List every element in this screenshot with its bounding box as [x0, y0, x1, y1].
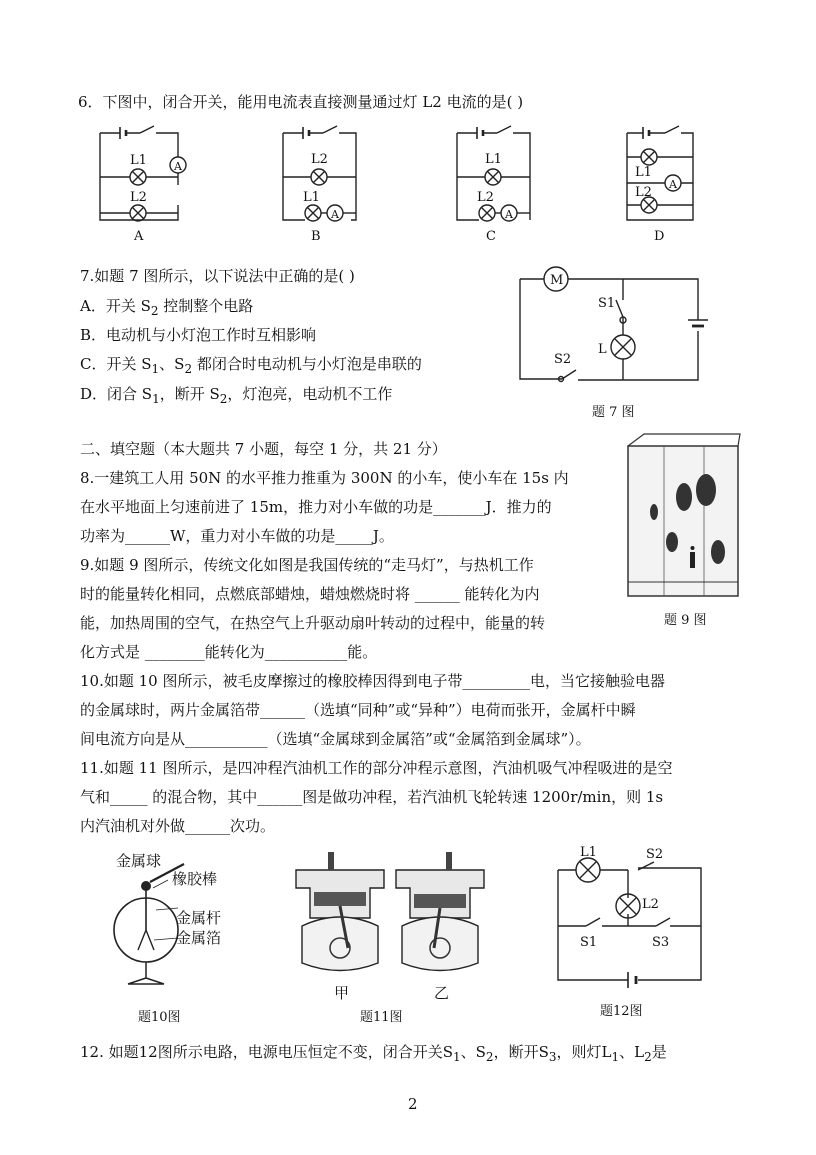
q11-line: 11.如题 11 图所示，是四冲程汽油机工作的部分冲程示意图，汽油机吸气冲程吸进的是空 [80, 759, 673, 777]
q9-line: 9.如题 9 图所示，传统文化如图是我国传统的“走马灯”，与热机工作 [80, 556, 534, 574]
q12-circuit-figure [556, 845, 706, 990]
option-label-c: C [486, 229, 496, 244]
q6-circuit-b [281, 125, 361, 225]
q12-figure-caption: 题12图 [600, 1004, 643, 1019]
q7-stem: 7.如题 7 图所示，以下说法中正确的是( ) [80, 267, 355, 285]
q10-line: 的金属球时，两片金属箔带______（选填“同种”或“异种”）电荷而张开，金属杆中瞬 [80, 701, 636, 719]
ammeter-symbol: A [669, 178, 677, 191]
lamp-label: L1 [130, 153, 147, 168]
q8-line: 8.一建筑工人用 50N 的水平推力推重为 300N 的小车，使小车在 15s 内 [80, 469, 569, 487]
lantern-illustration [624, 432, 744, 602]
q7-circuit-figure [518, 265, 703, 390]
label-rubber-rod: 橡胶棒 [172, 870, 218, 888]
lamp-label: L [598, 342, 607, 357]
q6-circuit-d [625, 125, 705, 225]
lamp-label: L2 [130, 190, 147, 205]
option-label-d: D [654, 229, 665, 244]
lamp-label: L1 [580, 845, 597, 860]
q12-stem: 12. 如题12图所示电路，电源电压恒定不变，闭合开关$S_1$、$S_2$，断开$S_3$，则灯$L_1$、$L_2$是 [80, 1043, 667, 1064]
q11-line: 气和_____ 的混合物，其中______图是做功冲程，若汽油机飞轮转速 1200r/min，则 1s [80, 788, 664, 806]
q10-line: 间电流方向是从___________（选填“金属球到金属箔”或“金属箔到金属球”）。 [80, 730, 591, 748]
label-metal-bar: 金属杆 [176, 909, 222, 927]
q6-stem: 6．下图中，闭合开关，能用电流表直接测量通过灯 L2 电流的是( ) [78, 93, 524, 111]
motor-symbol: M [550, 273, 564, 288]
lamp-label: L1 [635, 165, 652, 180]
lamp-label: L2 [635, 185, 652, 200]
q8-line: 在水平地面上匀速前进了 15m，推力对小车做的功是_______J．推力的 [80, 498, 552, 516]
q11-line: 内汽油机对外做______次功。 [80, 817, 276, 835]
ammeter-symbol: A [331, 208, 339, 221]
switch-label: S2 [554, 352, 572, 367]
lamp-label: L1 [485, 152, 502, 167]
ammeter-symbol: A [174, 160, 182, 173]
q10-line: 10.如题 10 图所示，被毛皮摩擦过的橡胶棒因得到电子带_________电，当它接触验电器 [80, 672, 665, 690]
page-number: 2 [408, 1095, 418, 1113]
q11-figure-caption: 题11图 [360, 1010, 403, 1025]
label-yi: 乙 [434, 984, 450, 1002]
q10-figure-caption: 题10图 [138, 1010, 181, 1025]
q7-figure-caption: 题 7 图 [592, 405, 635, 420]
q9-line: 能，加热周围的空气，在热空气上升驱动扇叶转动的过程中，能量的转 [80, 614, 546, 632]
q7-option-d: D．闭合 $S_1$，断开 $S_2$，灯泡亮，电动机不工作 [80, 385, 393, 406]
lamp-label: L2 [477, 190, 494, 205]
label-metal-foil: 金属箔 [176, 929, 222, 947]
lamp-label: L2 [642, 897, 659, 912]
q7-option-c: C．开关 $S_1$、$S_2$ 都闭合时电动机与小灯泡是串联的 [80, 355, 422, 376]
q9-line: 化方式是 ________能转化为___________能。 [80, 643, 378, 661]
lamp-label: L2 [311, 152, 328, 167]
switch-label: S1 [598, 296, 616, 311]
q9-figure-caption: 题 9 图 [664, 613, 707, 628]
q6-circuit-c [455, 125, 535, 225]
switch-label: S3 [652, 935, 670, 950]
q7-option-b: B．电动机与小灯泡工作时互相影响 [80, 326, 317, 344]
switch-label: S2 [646, 847, 664, 862]
q6-circuit-a [98, 125, 188, 225]
option-label-a: A [134, 229, 144, 244]
q8-line: 功率为______W，重力对小车做的功是_____J。 [80, 527, 394, 545]
q9-line: 时的能量转化相同，点燃底部蜡烛，蜡烛燃烧时将 ______ 能转化为内 [80, 585, 540, 603]
lamp-label: L1 [303, 190, 320, 205]
label-jia: 甲 [334, 984, 350, 1002]
switch-label: S1 [580, 935, 598, 950]
option-label-b: B [311, 229, 321, 244]
section-title: 二、填空题（本大题共 7 小题，每空 1 分，共 21 分） [80, 440, 447, 458]
label-metal-ball: 金属球 [116, 852, 162, 870]
engine-figure [290, 848, 490, 978]
ammeter-symbol: A [505, 208, 513, 221]
q7-option-a: A．开关 $S_2$ 控制整个电路 [80, 297, 254, 318]
